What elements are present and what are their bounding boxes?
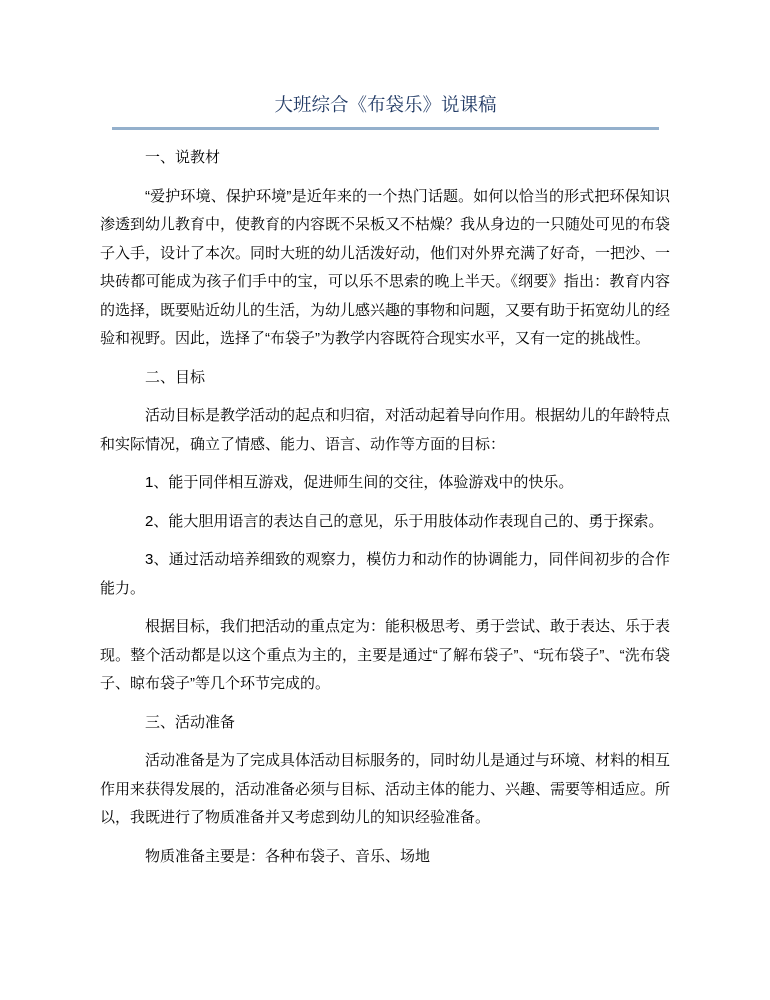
paragraph-preparation: 活动准备是为了完成具体活动目标服务的，同时幼儿是通过与环境、材料的相互作用来获得发展的，活动准备必须与目标、活动主体的能力、兴趣、需要等相适应。所以，我既进行了物质准备并又考虑到幼儿的知识经验准备。 — [100, 752, 671, 826]
section-heading-2: 二、目标 — [145, 368, 206, 386]
section-heading-3: 三、活动准备 — [145, 713, 236, 731]
list-item-goal-2: 2、能大胆用语言的表达自己的意见，乐于用肢体动作表现自己的、勇于探索。 — [145, 512, 664, 530]
paragraph-intro-material: “爱护环境、保护环境”是近年来的一个热门话题。如何以恰当的形式把环保知识渗透到幼儿教育中，使教育的内容既不呆板又不枯燥？我从身边的一只随处可见的布袋子入手，设计了本次。同时大班的幼儿活泼好动，他们对外界充满了好奇，一把沙、一块砖都可能成为孩子们手中的宝，可以乐不思索的晚上半天。《纲要》指出：教育内容的选择，既要贴近幼儿的生活，为幼儿感兴趣的事物和问题，又要有助于拓宽幼儿的经验和视野。因此，选择了“布袋子”为教学内容既符合现实水平，又有一定的挑战性。 — [100, 187, 671, 347]
paragraph-goals-intro: 活动目标是教学活动的起点和归宿，对活动起着导向作用。根据幼儿的年龄特点和实际情况，确立了情感、能力、语言、动作等方面的目标： — [100, 407, 671, 453]
paragraph-focus: 根据目标，我们把活动的重点定为：能积极思考、勇于尝试、敢于表达、乐于表现。整个活动都是以这个重点为主的，主要是通过“了解布袋子”、“玩布袋子”、“洗布袋子、晾布袋子”等几个环节完成的。 — [100, 618, 671, 692]
paragraph-materials: 物质准备主要是：各种布袋子、音乐、场地 — [145, 847, 431, 865]
section-heading-1: 一、说教材 — [145, 149, 221, 166]
list-item-goal-1: 1、能于同伴相互游戏，促进师生间的交往，体验游戏中的快乐。 — [145, 474, 574, 491]
list-item-goal-3: 3、通过活动培养细致的观察力，模仿力和动作的协调能力，同伴间初步的合作能力。 — [100, 551, 670, 597]
document-title: 大班综合《布袋乐》说课稿 — [112, 90, 659, 130]
